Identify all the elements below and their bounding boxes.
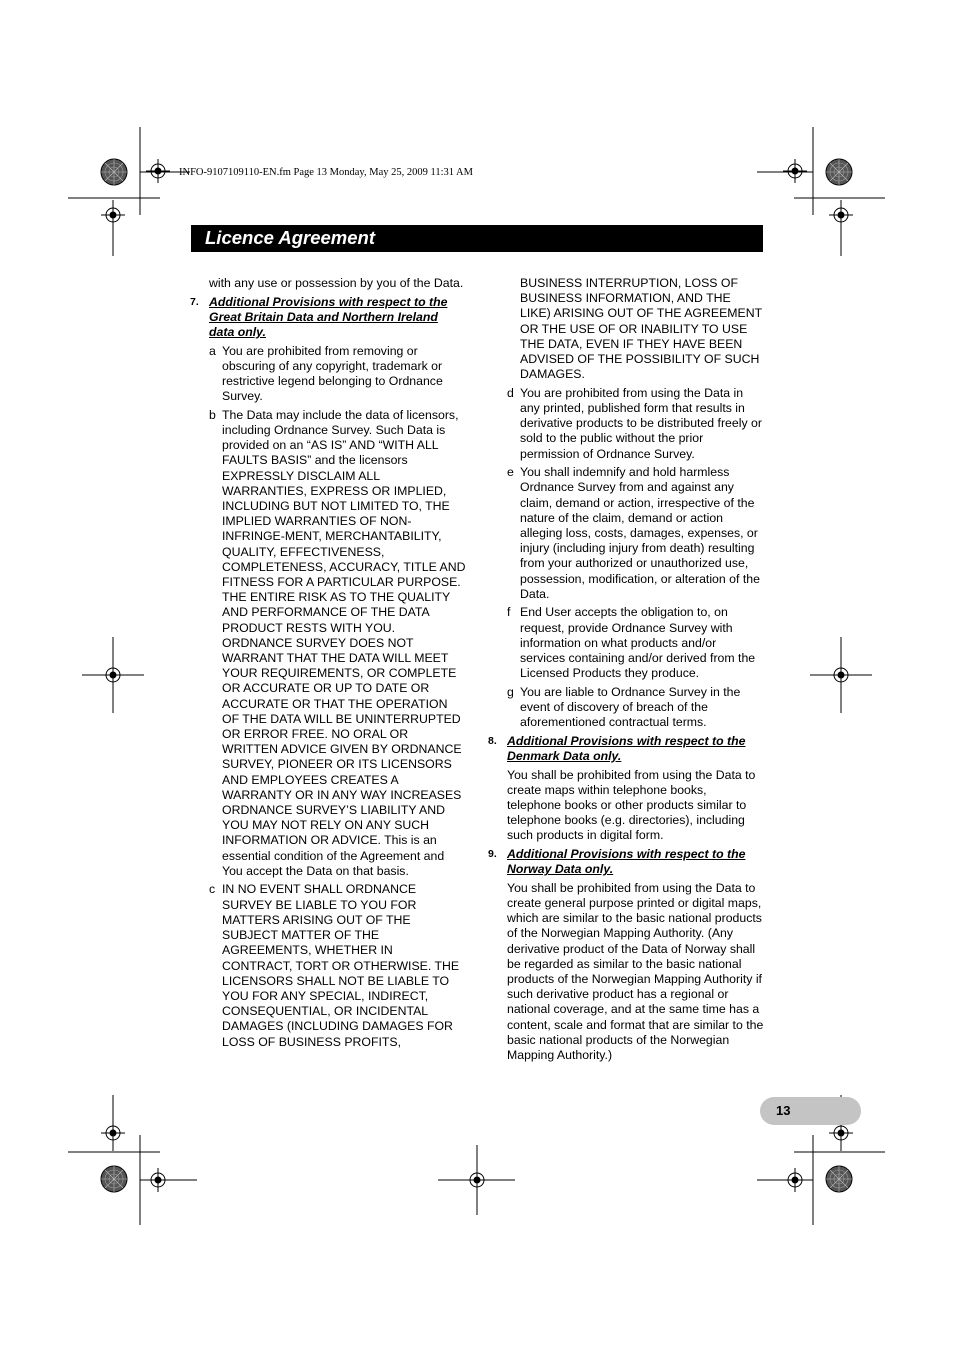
clause-text: The Data may include the data of licensors, including Ordnance Survey. Such Data is provided on an “AS IS” AND “WITH ALL FAULTS BASIS” and the licensors EXPRESSLY DISCLAIM ALL WARRANTIES, EXPRESS OR IMPLIED, INCLUDING BUT NOT LIMITED TO, THE IMPLIED WARRANTIES OF NON-INFRINGE-MENT, MERCHANTABILITY, QUALITY, EFFECTIVENESS, COMPLETENESS, ACCURACY, TITLE AND FITNESS FOR A PARTICULAR PURPOSE. THE ENTIRE RISK AS TO THE QUALITY AND PERFORMANCE OF THE DATA PRODUCT RESTS WITH YOU. ORDNANCE SURVEY DOES NOT WARRANT THAT THE DATA WILL MEET YOUR REQUIREMENTS, OR COMPLETE OR ACCURATE OR UP TO DATE OR ACCURATE OR THAT THE OPERATION OF THE DATA WILL BE UNINTERRUPTED OR ERROR FREE. NO ORAL OR WRITTEN ADVICE GIVEN BY ORDNANCE SURVEY, PIONEER OR ITS LICENSORS AND EMPLOYEES CREATES A WARRANTY OR IN ANY WAY INCREASES ORDNANCE SURVEY’S LIABILITY AND YOU MAY NOT RELY ON ANY SUCH INFORMATION OR ADVICE. This is an essential condition of the Agreement and You accept the Data on that basis. — [222, 407, 466, 878]
clause-letter: c — [209, 882, 216, 897]
clause-letter: g — [507, 684, 514, 699]
clause-text: You are liable to Ordnance Survey in the event of discovery of breach of the aforementioned contractual terms. — [520, 684, 741, 730]
continued-paragraph: with any use or possession by you of the Data. — [209, 276, 464, 290]
clause-f — [507, 605, 764, 681]
registration-target-right-middle — [829, 663, 853, 687]
clause-d — [507, 386, 764, 462]
clause-letter: b — [209, 407, 216, 422]
section-9 — [488, 847, 764, 877]
crop-mark-top-right — [757, 127, 885, 256]
clause-c — [209, 882, 466, 1049]
continued-paragraph: BUSINESS INTERRUPTION, LOSS OF BUSINESS INFORMATION, AND THE LIKE) ARISING OUT OF THE AGREEMENT OR THE USE OF OR INABILITY TO USE THE DATA, EVEN IF THEY HAVE BEEN ADVISED OF THE POSSIBILITY OF SUCH DAMAGES. — [520, 276, 762, 382]
clause-a — [209, 344, 466, 405]
registration-star-top-left — [101, 159, 127, 185]
registration-target-bottom-center — [465, 1168, 489, 1192]
registration-target-left-middle — [101, 663, 125, 687]
registration-target-left-upper — [101, 203, 125, 227]
clause-text: You shall indemnify and hold harmless Ordnance Survey from and against any claim, demand or action, irrespective of the nature of the claim, demand or action alleging loss, costs, damages, expenses, or injury (including injury from death) resulting from your authorized or unauthorized use, possession, modification, or alteration of the Data. — [520, 465, 760, 601]
section-number: 7. — [190, 295, 199, 308]
clause-b — [209, 408, 466, 879]
registration-star-bottom-left — [101, 1166, 127, 1192]
right-column — [488, 276, 764, 1067]
page-number: 13 — [776, 1103, 791, 1118]
section-7 — [190, 295, 466, 341]
clause-letter: a — [209, 343, 216, 358]
page-title: Licence Agreement — [205, 227, 375, 248]
section-8 — [488, 734, 764, 764]
section-title: Additional Provisions with respect to the Great Britain Data and Northern Ireland data only. — [209, 294, 448, 339]
clause-text: You are prohibited from removing or obscuring of any copyright, trademark or restrictive legend belonging to Ordnance Survey. — [222, 343, 443, 404]
clause-e — [507, 465, 764, 602]
section-number: 8. — [488, 734, 497, 747]
registration-target-top-left — [146, 159, 170, 183]
clause-g — [507, 685, 764, 731]
page-number-tab — [760, 1097, 861, 1125]
registration-target-left-lower — [101, 1121, 125, 1145]
print-info-line: INFO-9107109110-EN.fm Page 13 Monday, May 25, 2009 11:31 AM — [179, 167, 473, 178]
registration-star-top-right — [826, 159, 852, 185]
section-title: Additional Provisions with respect to the Norway Data only. — [507, 847, 746, 877]
registration-target-top-right — [783, 159, 807, 183]
section-number: 9. — [488, 848, 497, 861]
crop-mark-bottom-left — [68, 1095, 197, 1225]
left-column — [190, 276, 466, 1053]
clause-text: IN NO EVENT SHALL ORDNANCE SURVEY BE LIABLE TO YOU FOR MATTERS ARISING OUT OF THE SUBJECT MATTER OF THE AGREEMENTS, WHETHER IN CONTRACT, TORT OR OTHERWISE. THE LICENSORS SHALL NOT BE LIABLE TO YOU FOR ANY SPECIAL, INDIRECT, CONSEQUENTIAL, OR INCIDENTAL DAMAGES (INCLUDING DAMAGES FOR LOSS OF BUSINESS PROFITS, — [222, 882, 460, 1049]
registration-target-bottom-left — [146, 1168, 170, 1192]
section-title: Additional Provisions with respect to the Denmark Data only. — [507, 733, 746, 764]
crop-mark-top-left — [68, 127, 190, 256]
clause-text: End User accepts the obligation to, on request, provide Ordnance Survey with information on what products and/or services containing and/or derived from the Licensed Products they produce. — [520, 605, 756, 681]
clause-text: You are prohibited from using the Data in any printed, published form that results in derivative products to be distributed freely or sold to the public without the prior permission of Ordnance Survey. — [520, 385, 762, 461]
registration-target-bottom-right — [783, 1168, 807, 1192]
clause-letter: f — [507, 605, 511, 620]
section-body: You shall be prohibited from using the Data to create maps within telephone books, telephone books or other products similar to telephone books (e.g. directories), including such products in digital form. — [507, 767, 756, 843]
clause-letter: d — [507, 385, 514, 400]
registration-target-right-upper — [829, 203, 853, 227]
clause-letter: e — [507, 465, 514, 480]
registration-star-bottom-right — [826, 1166, 852, 1192]
section-body: You shall be prohibited from using the Data to create general purpose printed or digital maps, which are similar to the basic national products of the Norwegian Mapping Authority. (Any derivative product of the Data of Norway shall be regarded as similar to the basic national products of the Norwegian Mapping Authority if such derivative product has a regional or national coverage, and at the same time has a content, scale and format that are similar to the basic national products of the Norwegian Mapping Authority.) — [507, 880, 764, 1063]
title-bar — [191, 225, 763, 252]
